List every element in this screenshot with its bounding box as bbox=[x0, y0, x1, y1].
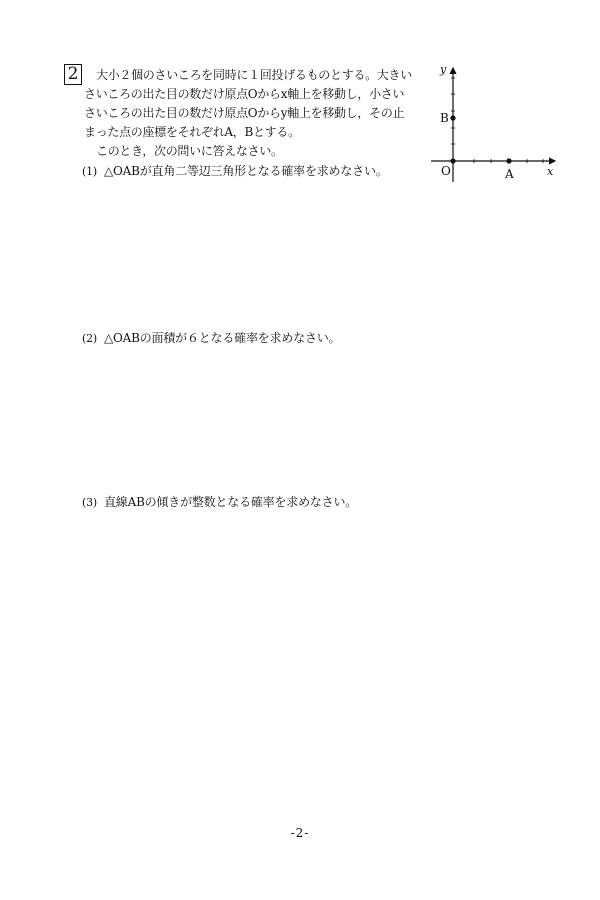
question-number: (1) bbox=[82, 165, 97, 178]
origin-point bbox=[450, 158, 455, 163]
problem-number-box: 2 bbox=[64, 64, 82, 85]
question-text: △OABの面積が６となる確率を求めなさい。 bbox=[104, 331, 341, 345]
question-number: (3) bbox=[82, 496, 97, 509]
intro-line: まった点の座標をそれぞれA，Bとする。 bbox=[84, 125, 300, 139]
point-a bbox=[506, 158, 511, 163]
point-a-label: A bbox=[505, 167, 514, 181]
x-axis-label: x bbox=[547, 165, 554, 178]
intro-line: さいころの出た目の数だけ原点Oからy軸上を移動し，その止 bbox=[84, 106, 405, 120]
intro-line: このとき，次の問いに答えなさい。 bbox=[96, 144, 283, 158]
page-number: -2- bbox=[290, 826, 310, 840]
point-b-label: B bbox=[440, 111, 449, 125]
intro-line: 大小２個のさいころを同時に１回投げるものとする。大きい bbox=[96, 68, 412, 82]
coordinate-figure bbox=[425, 60, 565, 185]
question-text: △OABが直角二等辺三角形となる確率を求めなさい。 bbox=[104, 164, 388, 178]
question-1 bbox=[82, 163, 388, 180]
question-2 bbox=[82, 330, 340, 347]
question-number: (2) bbox=[82, 332, 97, 345]
y-axis-label: y bbox=[440, 63, 447, 76]
origin-label: O bbox=[441, 164, 451, 178]
question-text: 直線ABの傾きが整数となる確率を求めなさい。 bbox=[104, 495, 358, 509]
question-3 bbox=[82, 494, 357, 511]
problem-statement bbox=[84, 66, 412, 161]
intro-line: さいころの出た目の数だけ原点Oからx軸上を移動し，小さい bbox=[84, 87, 405, 101]
point-b bbox=[450, 115, 455, 120]
